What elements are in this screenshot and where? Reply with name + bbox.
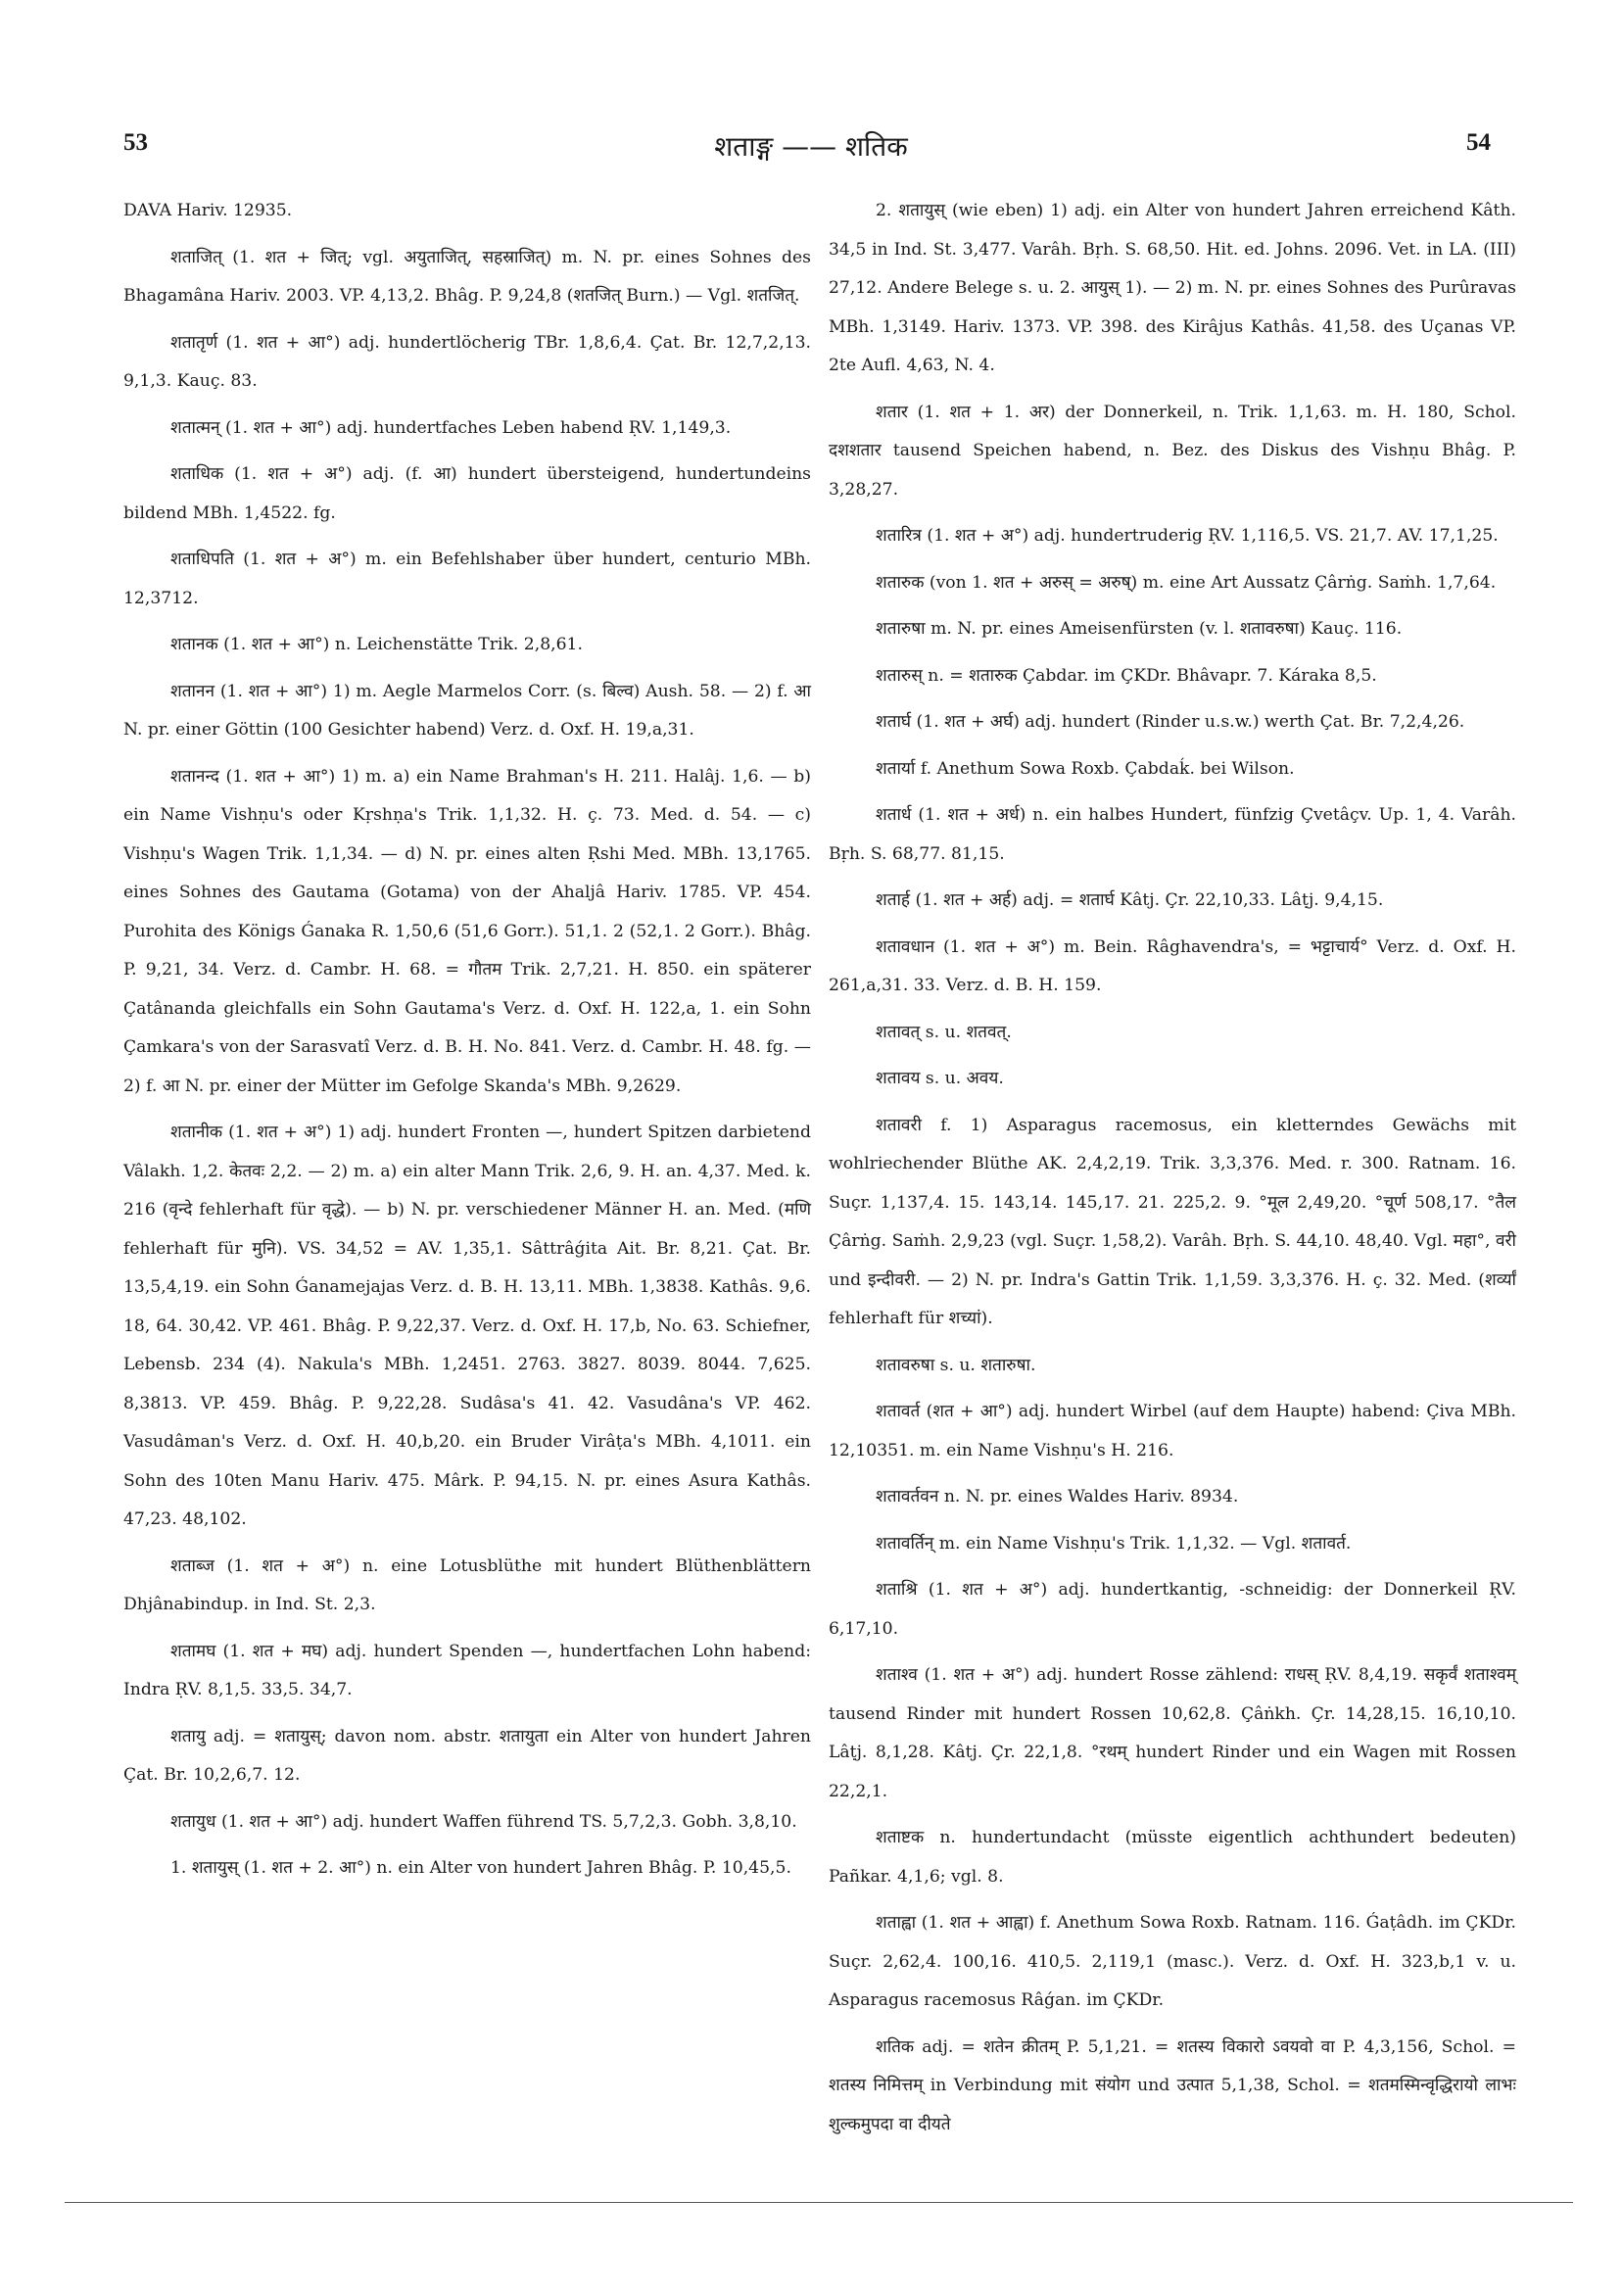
dictionary-entry: शतामघ (1. शत + मघ) adj. hundert Spenden —, hundertfachen Lohn habend: Indra ṚV. 8,1,5. 33,5. 34,7. [123, 1641, 811, 1699]
footer-rule [65, 2202, 1573, 2203]
dictionary-entry: शतानन्द (1. शत + आ°) 1) m. a) ein Name Brahman's H. 211. Halâj. 1,6. — b) ein Name Vishṇu's oder Kṛshṇa's Trik. 1,1,32. H. ç. 73. Med. d. 54. — c) Vishṇu's Wagen Trik. 1,1,34. — d) N. pr. eines alten Ṛshi Med. MBh. 13,1765. eines Sohnes des Gautama (Gotama) von der Ahaljâ Hariv. 1785. VP. 454. Purohita des Königs Ǵanaka R. 1,50,6 (51,6 Gorr.). 51,1. 2 (52,1. 2 Gorr.). Bhâg. P. 9,21, 34. Verz. d. Cambr. H. 68. = गौतम Trik. 2,7,21. H. 850. ein späterer Çatânanda gleichfalls ein Sohn Gautama's Verz. d. Oxf. H. 122,a, 1. ein Sohn Çamkara's von der Sarasvatî Verz. d. B. H. No. 841. Verz. d. Cambr. H. 48. fg. — 2) f. आ N. pr. einer der Mütter im Gefolge Skanda's MBh. 9,2629. [123, 766, 811, 1096]
dictionary-entry: शतार्या f. Anethum Sowa Roxb. Çabdaḱ. bei Wilson. [876, 758, 1295, 779]
dictionary-entry: 1. शतायुस् (1. शत + 2. आ°) n. ein Alter von hundert Jahren Bhâg. P. 10,45,5. [170, 1858, 791, 1878]
dictionary-entry: शतारुस् n. = शतारुक Çabdar. im ÇKDr. Bhâvapr. 7. Káraka 8,5. [876, 665, 1377, 686]
dictionary-entry: शतातृर्ण (1. शत + आ°) adj. hundertlöcherig TBr. 1,8,6,4. Çat. Br. 12,7,2,13. 9,1,3. Kauç. 83. [123, 332, 811, 391]
dictionary-entry: शताश्व (1. शत + अ°) adj. hundert Rosse zählend: राधस् ṚV. 8,4,19. सकृर्वं शताश्वम् tausend Rinder mit hundert Rossen 10,62,8. Çâṅkh. Çr. 14,28,15. 16,10,10. Lâṭj. 8,1,28. Kâtj. Çr. 22,1,8. °रथम् hundert Rinder und ein Wagen mit Rossen 22,2,1. [829, 1665, 1516, 1801]
page-number-right: 54 [1466, 129, 1491, 156]
dictionary-entry: शतिक adj. = शतेन क्रीतम् P. 5,1,21. = शतस्य विकारो ऽवयवो वा P. 4,3,156, Schol. = शतस्य निमित्तम् in Verbindung mit संयोग und उत्पात 5,1,38, Schol. = शतमस्मिन्वृद्धिरायो लाभः शुल्कमुपदा वा दीयते [829, 2036, 1516, 2134]
dictionary-entry: शतार (1. शत + 1. अर) der Donnerkeil, n. Trik. 1,1,63. m. H. 180, Schol. दशशतार tausend Speichen habend, n. Bez. des Diskus des Vishṇu Bhâg. P. 3,28,27. [829, 402, 1516, 500]
dictionary-entry: शतार्ध (1. शत + अर्ध) n. ein halbes Hundert, fünfzig Çvetâçv. Up. 1, 4. Varâh. Bṛh. S. 68,77. 81,15. [829, 805, 1516, 864]
dictionary-entry: शतानीक (1. शत + अ°) 1) adj. hundert Fronten —, hundert Spitzen darbietend Vâlakh. 1,2. केतवः 2,2. — 2) m. a) ein alter Mann Trik. 2,6, 9. H. an. 4,37. Med. k. 216 (वृन्दे fehlerhaft für वृद्धे). — b) N. pr. verschiedener Männer H. an. Med. (मणि fehlerhaft für मुनि). VS. 34,52 = AV. 1,35,1. Sâttrâǵita Ait. Br. 8,21. Çat. Br. 13,5,4,19. ein Sohn Ǵanamejajas Verz. d. B. H. 13,11. MBh. 1,3838. Kathâs. 9,6. 18, 64. 30,42. VP. 461. Bhâg. P. 9,22,37. Verz. d. Oxf. H. 17,b, No. 63. Schiefner, Lebensb. 234 (4). Nakula's MBh. 1,2451. 2763. 3827. 8039. 8044. 7,625. 8,3813. VP. 459. Bhâg. P. 9,22,28. Sudâsa's 41. 42. Vasudâna's VP. 462. Vasudâman's Verz. d. Oxf. H. 40,b,20. ein Bruder Virâṭa's MBh. 4,1011. ein Sohn des 10ten Manu Hariv. 475. Mârk. P. 94,15. N. pr. eines Asura Kathâs. 47,23. 48,102. [123, 1123, 811, 1529]
page-header [0, 129, 1622, 168]
dictionary-entry: शतारित्र (1. शत + अ°) adj. hundertruderig ṚV. 1,116,5. VS. 21,7. AV. 17,1,25. [876, 526, 1499, 546]
dictionary-entry: शतावधान (1. शत + अ°) m. Bein. Râghavendra's, = भट्टाचार्य° Verz. d. Oxf. H. 261,a,31. 33. Verz. d. B. H. 159. [829, 936, 1516, 995]
dictionary-entry: शतात्मन् (1. शत + आ°) adj. hundertfaches Leben habend ṚV. 1,149,3. [170, 417, 732, 438]
dictionary-entry: शतावर्त (शत + आ°) adj. hundert Wirbel (auf dem Haupte) habend: Çiva MBh. 12,10351. m. ein Name Vishṇu's H. 216. [829, 1402, 1516, 1460]
left-column [123, 192, 811, 1896]
dictionary-entry: शतायु adj. = शतायुस्; davon nom. abstr. शतायुता ein Alter von hundert Jahren Çat. Br. 10,2,6,7. 12. [123, 1726, 811, 1785]
dictionary-entry: शतावरुषा s. u. शतारुषा. [876, 1355, 1036, 1375]
dictionary-entry: शतानन (1. शत + आ°) 1) m. Aegle Marmelos Corr. (s. बिल्व) Aush. 58. — 2) f. आ N. pr. einer Göttin (100 Gesichter habend) Verz. d. Oxf. H. 19,a,31. [123, 681, 811, 740]
dictionary-entry: शताष्टक n. hundertundacht (müsste eigentlich achthundert bedeuten) Pañkar. 4,1,6; vgl. 8. [829, 1828, 1516, 1887]
dictionary-entry: शतारुषा m. N. pr. eines Ameisenfürsten (v. l. शतावरुषा) Kauç. 116. [876, 619, 1403, 639]
dictionary-entry: शतायुध (1. शत + आ°) adj. hundert Waffen führend TS. 5,7,2,3. Gobh. 3,8,10. [170, 1811, 797, 1832]
dictionary-entry: शताश्रि (1. शत + अ°) adj. hundertkantig, -schneidig: der Donnerkeil ṚV. 6,17,10. [829, 1580, 1516, 1639]
dictionary-entry: शतावर्तिन् m. ein Name Vishṇu's Trik. 1,1,32. — Vgl. शतावर्त. [876, 1533, 1352, 1554]
dictionary-entry: शतार्ह (1. शत + अर्ह) adj. = शतार्घ Kâtj. Çr. 22,10,33. Lâṭj. 9,4,15. [876, 890, 1384, 910]
entry-continuation: DAVA Hariv. 12935. [123, 201, 293, 220]
dictionary-entry: शतावर्तवन n. N. pr. eines Waldes Hariv. 8934. [876, 1487, 1239, 1507]
dictionary-entry: शतानक (1. शत + आ°) n. Leichenstätte Trik. 2,8,61. [170, 635, 583, 654]
dictionary-entry: शताब्ज (1. शत + अ°) n. eine Lotusblüthe mit hundert Blüthenblättern Dhjânabindup. in Ind. St. 2,3. [123, 1555, 811, 1614]
dictionary-entry: शतावत् s. u. शतवत्. [876, 1022, 1012, 1042]
page-number-left: 53 [123, 129, 148, 156]
dictionary-entry: शतावय s. u. अवय. [876, 1069, 1004, 1088]
dictionary-entry: शताधिपति (1. शत + अ°) m. ein Befehlshaber über hundert, centurio MBh. 12,3712. [123, 550, 811, 608]
dictionary-entry: शताजित् (1. शत + जित्; vgl. अयुताजित्, सहस्राजित्) m. N. pr. eines Sohnes des Bhagamâna Hariv. 2003. VP. 4,13,2. Bhâg. P. 9,24,8 (शतजित् Burn.) — Vgl. शतजित्. [123, 247, 811, 306]
dictionary-entry: शतारुक (von 1. शत + अरुस् = अरुष्) m. eine Art Aussatz Çârṅg. Saṁh. 1,7,64. [876, 572, 1497, 593]
dictionary-entry: शताह्वा (1. शत + आह्वा) f. Anethum Sowa Roxb. Ratnam. 116. Ǵaṭâdh. im ÇKDr. Suçr. 2,62,4. 100,16. 410,5. 2,119,1 (masc.). Verz. d. Oxf. H. 323,b,1 v. u. Asparagus racemosus Râǵan. im ÇKDr. [829, 1913, 1516, 2010]
dictionary-entry: शतार्घ (1. शत + अर्घ) adj. hundert (Rinder u.s.w.) werth Çat. Br. 7,2,4,26. [876, 712, 1465, 732]
dictionary-entry: शतावरी f. 1) Asparagus racemosus, ein kletterndes Gewächs mit wohlriechender Blüthe AK. 2,4,2,19. Trik. 3,3,376. Med. r. 300. Ratnam. 16. Suçr. 1,137,4. 15. 143,14. 145,17. 21. 225,2. 9. °मूल 2,49,20. °चूर्ण 508,17. °तैल Çârṅg. Saṁh. 2,9,23 (vgl. Suçr. 1,58,2). Varâh. Bṛh. S. 44,10. 48,40. Vgl. महा°, वरी und इन्दीवरी. — 2) N. pr. Indra's Gattin Trik. 1,1,59. 3,3,376. H. ç. 32. Med. (शर्व्यां fehlerhaft für शच्यां). [829, 1115, 1516, 1328]
right-column [829, 192, 1516, 2152]
dictionary-entry: 2. शतायुस् (wie eben) 1) adj. ein Alter von hundert Jahren erreichend Kâth. 34,5 in Ind. St. 3,477. Varâh. Bṛh. S. 68,50. Hit. ed. Johns. 2096. Vet. in LA. (III) 27,12. Andere Belege s. u. 2. आयुस् 1). — 2) m. N. pr. eines Sohnes des Purûravas MBh. 1,3149. Hariv. 1373. VP. 398. des Kirâjus Kathâs. 41,58. des Uçanas VP. 2te Aufl. 4,63, N. 4. [829, 201, 1516, 375]
dictionary-entry: शताधिक (1. शत + अ°) adj. (f. आ) hundert übersteigend, hundertundeins bildend MBh. 1,4522. fg. [123, 464, 811, 523]
running-title: शताङ्ग —— शतिक [714, 130, 908, 163]
